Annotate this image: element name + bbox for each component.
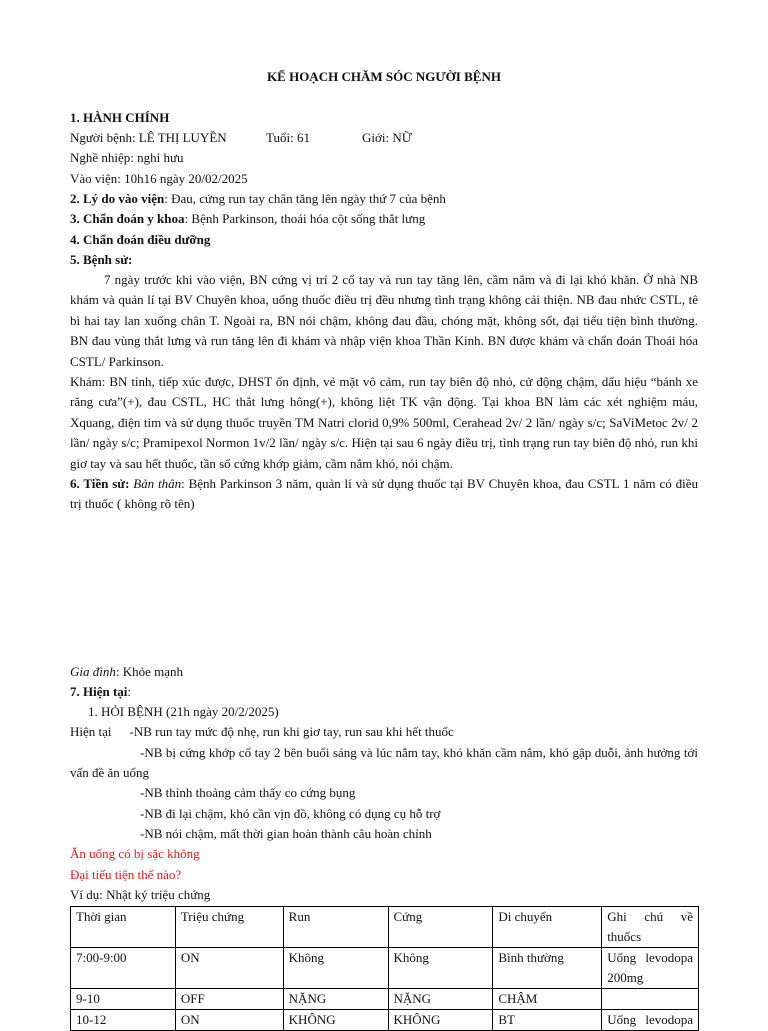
table-cell: OFF xyxy=(175,989,283,1010)
table-cell: CHẬM xyxy=(493,989,602,1010)
past-self-label: Bản thân xyxy=(133,476,182,491)
symptom-diary-table xyxy=(70,906,699,1031)
symptom-line: -NB run tay mức độ nhẹ, run khi giơ tay, run sau khi hết thuốc xyxy=(129,724,454,739)
symptom-line: -NB nói chậm, mất thời gian hoàn thành câu hoàn chỉnh xyxy=(140,826,432,841)
current-status xyxy=(70,682,698,702)
past-history xyxy=(70,474,698,515)
family-text: : Khỏe mạnh xyxy=(115,664,184,679)
header-cell: Ghi chú về thuốcs xyxy=(602,907,699,948)
table-cell: 9-10 xyxy=(71,989,176,1010)
table-cell: NẶNG xyxy=(283,989,388,1010)
patient-job: Nghề nhiệp: nghỉ hưu xyxy=(70,150,184,165)
admission-reason-text: : Đau, cứng run tay chân tăng lên ngày thứ 7 của bệnh xyxy=(164,191,446,206)
family-history xyxy=(70,662,698,682)
table-cell: KHÔNG xyxy=(388,1010,493,1031)
admission-time: Vào viện: 10h16 ngày 20/02/2025 xyxy=(70,171,248,186)
table-cell: Uống levodopa xyxy=(602,1010,699,1031)
table-cell: Không xyxy=(388,948,493,989)
header-cell: Run xyxy=(283,907,388,948)
current-status-label: 7. Hiện tại xyxy=(70,684,128,699)
symptom-line: -NB bị cứng khớp cổ tay 2 bên buổi sáng và lúc nắm tay, khó khăn cầm nắm, khó gập duỗi, ảnh hưởng tới vấn đề ăn uống xyxy=(70,745,698,781)
family-label: Gia đình xyxy=(70,664,116,679)
header-cell: Thời gian xyxy=(71,907,176,948)
current-status-colon: : xyxy=(127,684,132,699)
header-cell: Cứng xyxy=(388,907,493,948)
table-cell: BT xyxy=(493,1010,602,1031)
symptom-line: -NB thỉnh thoảng cảm thấy co cứng bụng xyxy=(140,785,356,800)
header-cell: Di chuyển xyxy=(493,907,602,948)
table-row xyxy=(71,1010,699,1031)
example-caption: Ví dụ: Nhật ký triệu chứng xyxy=(70,887,211,902)
symptom-line: -NB đi lại chậm, khó cần vịn đồ, không có dụng cụ hỗ trợ xyxy=(140,806,441,821)
patient-info-row xyxy=(70,128,698,148)
past-history-label: 6. Tiền sử: xyxy=(70,476,130,491)
table-row xyxy=(71,989,699,1010)
header-cell: Triệu chứng xyxy=(175,907,283,948)
medical-diagnosis-label: 3. Chẩn đoán y khoa xyxy=(70,211,185,226)
current-line-1 xyxy=(70,722,698,742)
section-admin-heading: 1. HÀNH CHÍNH xyxy=(70,110,170,125)
admission-reason-label: 2. Lý do vào viện xyxy=(70,191,165,206)
table-cell: Không xyxy=(283,948,388,989)
table-cell: ON xyxy=(175,948,283,989)
history-label: 5. Bệnh sử: xyxy=(70,252,133,267)
table-cell xyxy=(602,989,699,1010)
table-cell: Bình thường xyxy=(493,948,602,989)
medical-diagnosis xyxy=(70,209,698,229)
document-title: KẾ HOẠCH CHĂM SÓC NGƯỜI BỆNH xyxy=(267,69,501,84)
table-cell: Uống levodopa 200mg xyxy=(602,948,699,989)
table-row xyxy=(71,948,699,989)
patient-age: Tuổi: 61 xyxy=(266,130,310,145)
patient-gender: Giới: NỮ xyxy=(362,130,412,145)
table-cell: 7:00-9:00 xyxy=(71,948,176,989)
past-self-text: : Bệnh Parkinson 3 năm, quản lí và sử dụng thuốc tại BV Chuyên khoa, đau CSTL 1 năm có điều trị thuốc ( không rõ tên) xyxy=(70,476,698,512)
nursing-diagnosis-label: 4. Chẩn đoán điều dưỡng xyxy=(70,232,211,247)
table-cell: ON xyxy=(175,1010,283,1031)
history-paragraph-2: Khám: BN tỉnh, tiếp xúc được, DHST ổn định, vẻ mặt vô cảm, run tay biên độ nhỏ, cử động chậm, dấu hiệu “bánh xe răng cưa”(+), đau CSTL, HC thắt lưng hông(+), không liệt TK vận động. Tại khoa BN làm các xét nghiệm máu, Xquang, điện tim và sử dụng thuốc truyền TM Natri clorid 0,9% 500ml, Cerahead 2v/ 2 lần/ ngày s/c; SaViMetoc 2v/ 2 lần/ ngày s/c; Pramipexol Normon 1v/2 lần/ ngày s/c. Hiện tại sau 6 ngày điều trị, tình trạng run tay biên độ nhỏ, run khi giơ tay và sau hết thuốc, tần số cứng khớp giảm, cầm nắm khó, nói chậm. xyxy=(70,374,698,471)
admission-reason xyxy=(70,189,698,209)
question-excretion: Đại tiểu tiện thế nào? xyxy=(70,867,182,882)
medical-diagnosis-text: : Bệnh Parkinson, thoái hóa cột sống thắt lưng xyxy=(184,211,426,226)
interview-item: 1. HỎI BỆNH (21h ngày 20/2/2025) xyxy=(88,704,279,719)
current-lead: Hiện tại xyxy=(70,724,112,739)
table-cell: KHÔNG xyxy=(283,1010,388,1031)
question-choking: Ăn uống có bị sặc không xyxy=(70,846,200,861)
table-cell: NẶNG xyxy=(388,989,493,1010)
patient-name: Người bệnh: LÊ THỊ LUYỀN xyxy=(70,130,227,145)
table-cell: 10-12 xyxy=(71,1010,176,1031)
table-header-row xyxy=(71,907,699,948)
history-paragraph-1: 7 ngày trước khi vào viện, BN cứng vị trí 2 cổ tay và run tay tăng lên, cầm nắm và đi lại khó khăn. Ở nhà NB khám và quản lí tại BV Chuyên khoa, uống thuốc điều trị đều nhưng tình trạng không cải thiện. NB đau nhức CSTL, tê bì hai tay lan xuống chân T. Ngoài ra, BN nói chậm, không đau đầu, chóng mặt, không sốt, đại tiểu tiện bình thường. BN đau vùng thắt lưng và run tăng lên đi khám và nhập viện khoa Thần Kinh. BN được khám và chẩn đoán Thoái hóa CSTL/ Parkinson. xyxy=(70,272,698,369)
